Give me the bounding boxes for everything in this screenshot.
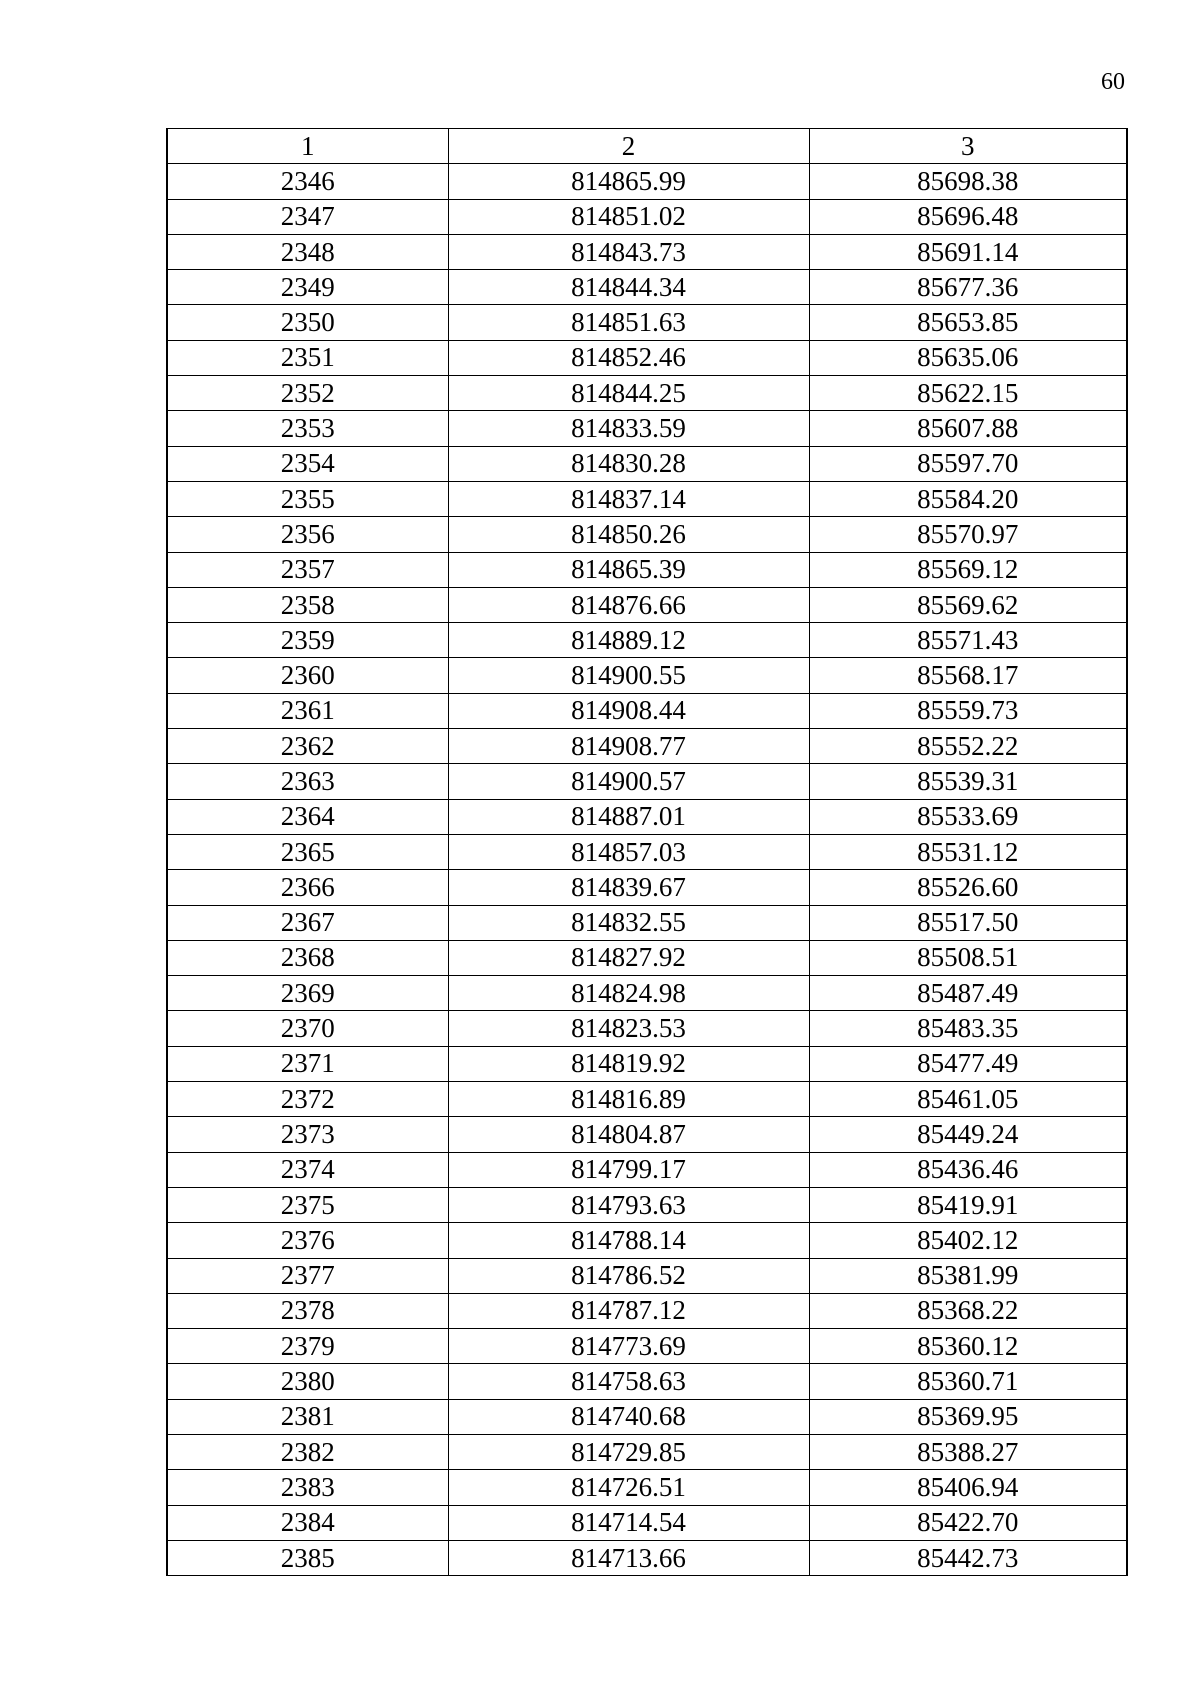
- table-row: [167, 234, 1127, 269]
- point-number-cell: 2347: [167, 199, 448, 234]
- x-coordinate-cell: 814714.54: [448, 1505, 809, 1540]
- point-number-cell: 2363: [167, 764, 448, 799]
- table-row: [167, 270, 1127, 305]
- table-row: [167, 1011, 1127, 1046]
- x-coordinate-cell: 814844.25: [448, 376, 809, 411]
- table-row: [167, 834, 1127, 869]
- x-coordinate-cell: 814804.87: [448, 1117, 809, 1152]
- y-coordinate-cell: 85569.62: [809, 587, 1127, 622]
- table-row: [167, 1399, 1127, 1434]
- x-coordinate-cell: 814824.98: [448, 976, 809, 1011]
- point-number-cell: 2356: [167, 517, 448, 552]
- point-number-cell: 2359: [167, 623, 448, 658]
- x-coordinate-cell: 814726.51: [448, 1470, 809, 1505]
- table-row: [167, 517, 1127, 552]
- x-coordinate-cell: 814819.92: [448, 1046, 809, 1081]
- table-row: [167, 693, 1127, 728]
- table-row: [167, 1258, 1127, 1293]
- table-row: [167, 623, 1127, 658]
- y-coordinate-cell: 85531.12: [809, 834, 1127, 869]
- page-number: 60: [1101, 69, 1125, 95]
- point-number-cell: 2379: [167, 1329, 448, 1364]
- y-coordinate-cell: 85571.43: [809, 623, 1127, 658]
- point-number-cell: 2369: [167, 976, 448, 1011]
- x-coordinate-cell: 814844.34: [448, 270, 809, 305]
- point-number-cell: 2384: [167, 1505, 448, 1540]
- y-coordinate-cell: 85568.17: [809, 658, 1127, 693]
- point-number-cell: 2346: [167, 164, 448, 199]
- y-coordinate-cell: 85487.49: [809, 976, 1127, 1011]
- x-coordinate-cell: 814833.59: [448, 411, 809, 446]
- point-number-cell: 2376: [167, 1223, 448, 1258]
- point-number-cell: 2366: [167, 870, 448, 905]
- table-row: [167, 1470, 1127, 1505]
- x-coordinate-cell: 814900.55: [448, 658, 809, 693]
- x-coordinate-cell: 814823.53: [448, 1011, 809, 1046]
- y-coordinate-cell: 85442.73: [809, 1540, 1127, 1575]
- y-coordinate-cell: 85360.71: [809, 1364, 1127, 1399]
- point-number-cell: 2352: [167, 376, 448, 411]
- y-coordinate-cell: 85517.50: [809, 905, 1127, 940]
- point-number-cell: 2372: [167, 1082, 448, 1117]
- point-number-cell: 2358: [167, 587, 448, 622]
- x-coordinate-cell: 814887.01: [448, 799, 809, 834]
- table-row: [167, 1364, 1127, 1399]
- y-coordinate-cell: 85696.48: [809, 199, 1127, 234]
- table-row: [167, 1434, 1127, 1469]
- point-number-cell: 2368: [167, 940, 448, 975]
- table-row: [167, 1187, 1127, 1222]
- y-coordinate-cell: 85570.97: [809, 517, 1127, 552]
- x-coordinate-cell: 814832.55: [448, 905, 809, 940]
- y-coordinate-cell: 85607.88: [809, 411, 1127, 446]
- table-row: [167, 764, 1127, 799]
- point-number-cell: 2365: [167, 834, 448, 869]
- x-coordinate-cell: 814857.03: [448, 834, 809, 869]
- x-coordinate-cell: 814758.63: [448, 1364, 809, 1399]
- x-coordinate-cell: 814827.92: [448, 940, 809, 975]
- point-number-cell: 2383: [167, 1470, 448, 1505]
- y-coordinate-cell: 85369.95: [809, 1399, 1127, 1434]
- x-coordinate-cell: 814908.44: [448, 693, 809, 728]
- y-coordinate-cell: 85635.06: [809, 340, 1127, 375]
- x-coordinate-cell: 814876.66: [448, 587, 809, 622]
- y-coordinate-cell: 85381.99: [809, 1258, 1127, 1293]
- point-number-cell: 2378: [167, 1293, 448, 1328]
- y-coordinate-cell: 85539.31: [809, 764, 1127, 799]
- x-coordinate-cell: 814713.66: [448, 1540, 809, 1575]
- table-row: [167, 976, 1127, 1011]
- column-header-1: 1: [167, 129, 448, 164]
- x-coordinate-cell: 814787.12: [448, 1293, 809, 1328]
- x-coordinate-cell: 814793.63: [448, 1187, 809, 1222]
- y-coordinate-cell: 85388.27: [809, 1434, 1127, 1469]
- x-coordinate-cell: 814900.57: [448, 764, 809, 799]
- y-coordinate-cell: 85419.91: [809, 1187, 1127, 1222]
- x-coordinate-cell: 814816.89: [448, 1082, 809, 1117]
- point-number-cell: 2367: [167, 905, 448, 940]
- point-number-cell: 2381: [167, 1399, 448, 1434]
- x-coordinate-cell: 814865.39: [448, 552, 809, 587]
- y-coordinate-cell: 85584.20: [809, 481, 1127, 516]
- y-coordinate-cell: 85368.22: [809, 1293, 1127, 1328]
- x-coordinate-cell: 814839.67: [448, 870, 809, 905]
- x-coordinate-cell: 814788.14: [448, 1223, 809, 1258]
- coordinates-table: [166, 128, 1128, 1576]
- x-coordinate-cell: 814799.17: [448, 1152, 809, 1187]
- point-number-cell: 2380: [167, 1364, 448, 1399]
- table-row: [167, 481, 1127, 516]
- table-row: [167, 729, 1127, 764]
- x-coordinate-cell: 814740.68: [448, 1399, 809, 1434]
- point-number-cell: 2357: [167, 552, 448, 587]
- table-row: [167, 1505, 1127, 1540]
- point-number-cell: 2370: [167, 1011, 448, 1046]
- table-row: [167, 199, 1127, 234]
- table-row: [167, 1046, 1127, 1081]
- table-row: [167, 1152, 1127, 1187]
- y-coordinate-cell: 85526.60: [809, 870, 1127, 905]
- point-number-cell: 2350: [167, 305, 448, 340]
- table-row: [167, 587, 1127, 622]
- x-coordinate-cell: 814843.73: [448, 234, 809, 269]
- table-row: [167, 376, 1127, 411]
- column-header-2: 2: [448, 129, 809, 164]
- y-coordinate-cell: 85552.22: [809, 729, 1127, 764]
- y-coordinate-cell: 85569.12: [809, 552, 1127, 587]
- y-coordinate-cell: 85508.51: [809, 940, 1127, 975]
- point-number-cell: 2361: [167, 693, 448, 728]
- point-number-cell: 2360: [167, 658, 448, 693]
- point-number-cell: 2353: [167, 411, 448, 446]
- x-coordinate-cell: 814786.52: [448, 1258, 809, 1293]
- table-row: [167, 905, 1127, 940]
- point-number-cell: 2354: [167, 446, 448, 481]
- table-row: [167, 658, 1127, 693]
- y-coordinate-cell: 85477.49: [809, 1046, 1127, 1081]
- y-coordinate-cell: 85698.38: [809, 164, 1127, 199]
- point-number-cell: 2382: [167, 1434, 448, 1469]
- table-row: [167, 446, 1127, 481]
- y-coordinate-cell: 85422.70: [809, 1505, 1127, 1540]
- point-number-cell: 2374: [167, 1152, 448, 1187]
- y-coordinate-cell: 85461.05: [809, 1082, 1127, 1117]
- x-coordinate-cell: 814850.26: [448, 517, 809, 552]
- table-header-row: [167, 129, 1127, 164]
- table-row: [167, 799, 1127, 834]
- point-number-cell: 2377: [167, 1258, 448, 1293]
- x-coordinate-cell: 814908.77: [448, 729, 809, 764]
- point-number-cell: 2385: [167, 1540, 448, 1575]
- point-number-cell: 2355: [167, 481, 448, 516]
- x-coordinate-cell: 814852.46: [448, 340, 809, 375]
- table-row: [167, 552, 1127, 587]
- y-coordinate-cell: 85360.12: [809, 1329, 1127, 1364]
- point-number-cell: 2364: [167, 799, 448, 834]
- point-number-cell: 2349: [167, 270, 448, 305]
- point-number-cell: 2351: [167, 340, 448, 375]
- table-row: [167, 164, 1127, 199]
- y-coordinate-cell: 85691.14: [809, 234, 1127, 269]
- x-coordinate-cell: 814773.69: [448, 1329, 809, 1364]
- point-number-cell: 2373: [167, 1117, 448, 1152]
- table-row: [167, 305, 1127, 340]
- point-number-cell: 2371: [167, 1046, 448, 1081]
- x-coordinate-cell: 814837.14: [448, 481, 809, 516]
- y-coordinate-cell: 85406.94: [809, 1470, 1127, 1505]
- table-row: [167, 1223, 1127, 1258]
- y-coordinate-cell: 85436.46: [809, 1152, 1127, 1187]
- x-coordinate-cell: 814865.99: [448, 164, 809, 199]
- y-coordinate-cell: 85677.36: [809, 270, 1127, 305]
- x-coordinate-cell: 814889.12: [448, 623, 809, 658]
- x-coordinate-cell: 814851.02: [448, 199, 809, 234]
- y-coordinate-cell: 85533.69: [809, 799, 1127, 834]
- table-row: [167, 1293, 1127, 1328]
- table-row: [167, 1082, 1127, 1117]
- point-number-cell: 2348: [167, 234, 448, 269]
- table-row: [167, 1117, 1127, 1152]
- y-coordinate-cell: 85597.70: [809, 446, 1127, 481]
- point-number-cell: 2375: [167, 1187, 448, 1222]
- y-coordinate-cell: 85449.24: [809, 1117, 1127, 1152]
- table-row: [167, 411, 1127, 446]
- table-row: [167, 340, 1127, 375]
- x-coordinate-cell: 814830.28: [448, 446, 809, 481]
- table-body: [167, 164, 1127, 1576]
- x-coordinate-cell: 814729.85: [448, 1434, 809, 1469]
- y-coordinate-cell: 85402.12: [809, 1223, 1127, 1258]
- x-coordinate-cell: 814851.63: [448, 305, 809, 340]
- table-row: [167, 1329, 1127, 1364]
- table-row: [167, 1540, 1127, 1575]
- table-row: [167, 870, 1127, 905]
- column-header-3: 3: [809, 129, 1127, 164]
- y-coordinate-cell: 85559.73: [809, 693, 1127, 728]
- y-coordinate-cell: 85622.15: [809, 376, 1127, 411]
- y-coordinate-cell: 85653.85: [809, 305, 1127, 340]
- point-number-cell: 2362: [167, 729, 448, 764]
- table-row: [167, 940, 1127, 975]
- y-coordinate-cell: 85483.35: [809, 1011, 1127, 1046]
